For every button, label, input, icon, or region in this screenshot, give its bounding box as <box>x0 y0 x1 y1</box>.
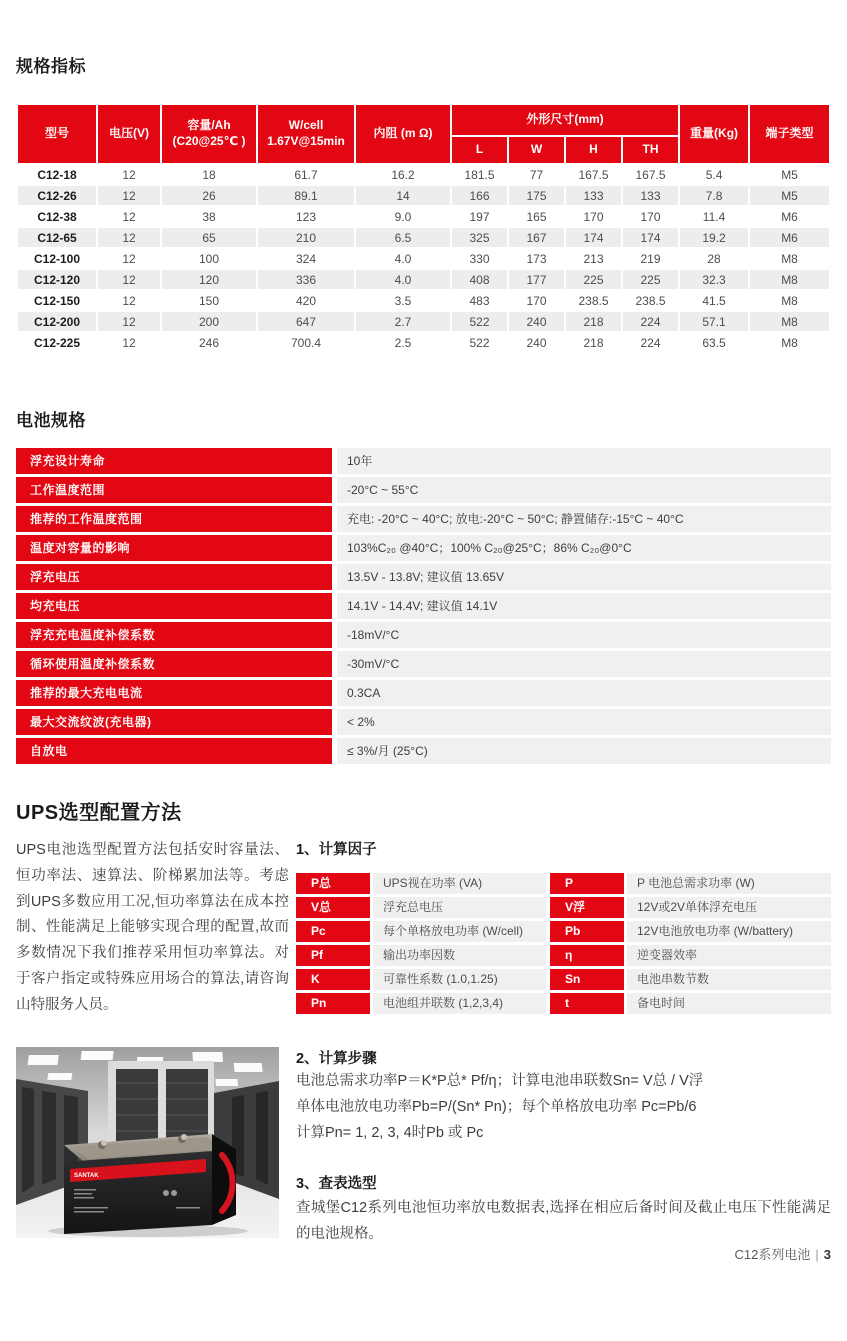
factor-desc: P 电池总需求功率 (W) <box>627 873 831 894</box>
cell-voltage: 12 <box>98 270 160 289</box>
cell-voltage: 12 <box>98 186 160 205</box>
cell-resistance: 2.7 <box>356 312 450 331</box>
cell-capacity: 18 <box>162 165 256 184</box>
spec-label: 浮充电压 <box>16 564 332 590</box>
spec-value: -20°C ~ 55°C <box>337 477 831 503</box>
cell-dim-l: 166 <box>452 186 507 205</box>
cell-dim-h: 133 <box>566 186 621 205</box>
header-capacity-line2: (C20@25℃ ) <box>172 134 246 148</box>
header-model: 型号 <box>18 105 96 163</box>
cell-dim-th: 170 <box>623 207 678 226</box>
factor-desc: 电池串数节数 <box>627 969 831 990</box>
table-row <box>18 186 829 205</box>
cell-terminal: M8 <box>750 312 829 331</box>
cell-dim-h: 174 <box>566 228 621 247</box>
list-item <box>16 506 831 532</box>
cell-wcell: 123 <box>258 207 354 226</box>
cell-weight: 7.8 <box>680 186 748 205</box>
cell-dim-th: 224 <box>623 333 678 352</box>
cell-wcell: 324 <box>258 249 354 268</box>
cell-dim-th: 224 <box>623 312 678 331</box>
cell-dim-l: 408 <box>452 270 507 289</box>
cell-dim-w: 240 <box>509 312 564 331</box>
factor-desc: 每个单格放电功率 (W/cell) <box>373 921 546 942</box>
list-item <box>16 535 831 561</box>
factor-desc: 12V或2V单体浮充电压 <box>627 897 831 918</box>
factors-heading: 1、计算因子 <box>296 842 377 858</box>
cell-terminal: M8 <box>750 291 829 310</box>
cell-voltage: 12 <box>98 165 160 184</box>
header-wcell-line2: 1.67V@15min <box>267 134 345 148</box>
cell-dim-l: 483 <box>452 291 507 310</box>
cell-model: C12-120 <box>18 270 96 289</box>
cell-dim-w: 177 <box>509 270 564 289</box>
cell-model: C12-38 <box>18 207 96 226</box>
spec-section-title: 规格指标 <box>16 57 86 76</box>
cell-weight: 41.5 <box>680 291 748 310</box>
factor-row <box>296 969 546 990</box>
cell-dim-h: 218 <box>566 333 621 352</box>
spec-label: 工作温度范围 <box>16 477 332 503</box>
factor-symbol: Pc <box>296 921 370 942</box>
factor-symbol: V总 <box>296 897 370 918</box>
cell-dim-th: 238.5 <box>623 291 678 310</box>
spec-label: 自放电 <box>16 738 332 764</box>
factor-row <box>550 921 831 942</box>
spec-value: 充电: -20°C ~ 40°C; 放电:-20°C ~ 50°C; 静置储存:-15°C ~ 40°C <box>337 506 831 532</box>
cell-dim-w: 77 <box>509 165 564 184</box>
cell-dim-th: 174 <box>623 228 678 247</box>
spec-table-header <box>18 105 829 163</box>
factor-row <box>296 897 546 918</box>
spec-value: ≤ 3%/月 (25°C) <box>337 738 831 764</box>
cell-dim-h: 218 <box>566 312 621 331</box>
header-dim-th: TH <box>623 137 678 163</box>
cell-dim-h: 170 <box>566 207 621 226</box>
factor-desc: UPS视在功率 (VA) <box>373 873 546 894</box>
cell-dim-th: 167.5 <box>623 165 678 184</box>
battery-illustration <box>48 1134 248 1237</box>
cell-dim-w: 165 <box>509 207 564 226</box>
cell-dim-l: 522 <box>452 312 507 331</box>
cell-resistance: 4.0 <box>356 270 450 289</box>
cell-capacity: 200 <box>162 312 256 331</box>
lookup-heading: 3、查表选型 <box>296 1176 377 1192</box>
cell-weight: 32.3 <box>680 270 748 289</box>
spec-label: 浮充设计寿命 <box>16 448 332 474</box>
cell-weight: 5.4 <box>680 165 748 184</box>
cell-terminal: M6 <box>750 228 829 247</box>
cell-model: C12-26 <box>18 186 96 205</box>
footer-page-number: 3 <box>823 1247 831 1262</box>
factor-desc: 可靠性系数 (1.0,1.25) <box>373 969 546 990</box>
footer-series-label: C12系列电池 <box>734 1247 811 1262</box>
cell-dim-l: 181.5 <box>452 165 507 184</box>
cell-wcell: 210 <box>258 228 354 247</box>
spec-label: 最大交流纹波(充电器) <box>16 709 332 735</box>
cell-resistance: 6.5 <box>356 228 450 247</box>
spec-value: < 2% <box>337 709 831 735</box>
factor-desc: 浮充总电压 <box>373 897 546 918</box>
cell-wcell: 420 <box>258 291 354 310</box>
cell-voltage: 12 <box>98 291 160 310</box>
cell-dim-l: 325 <box>452 228 507 247</box>
cell-dim-w: 175 <box>509 186 564 205</box>
factor-symbol: P总 <box>296 873 370 894</box>
spec-value: 0.3CA <box>337 680 831 706</box>
cell-model: C12-225 <box>18 333 96 352</box>
spec-table <box>16 103 831 354</box>
cell-dim-l: 522 <box>452 333 507 352</box>
spec-label: 循环使用温度补偿系数 <box>16 651 332 677</box>
factor-symbol: P <box>550 873 624 894</box>
list-item <box>16 448 831 474</box>
cell-capacity: 100 <box>162 249 256 268</box>
cell-capacity: 26 <box>162 186 256 205</box>
cell-terminal: M6 <box>750 207 829 226</box>
step-line: 计算Pn= 1, 2, 3, 4时Pb 或 Pc <box>296 1125 484 1141</box>
factor-symbol: K <box>296 969 370 990</box>
header-wcell <box>258 105 354 163</box>
factors-grid <box>296 873 831 1017</box>
cell-resistance: 2.5 <box>356 333 450 352</box>
cell-resistance: 16.2 <box>356 165 450 184</box>
list-item <box>16 564 831 590</box>
cell-capacity: 120 <box>162 270 256 289</box>
factor-row <box>550 993 831 1014</box>
factor-row <box>550 873 831 894</box>
factor-desc: 逆变器效率 <box>627 945 831 966</box>
cell-weight: 28 <box>680 249 748 268</box>
spec-label: 推荐的工作温度范围 <box>16 506 332 532</box>
factor-symbol: Pn <box>296 993 370 1014</box>
cell-dim-l: 330 <box>452 249 507 268</box>
battery-spec-section-title: 电池规格 <box>16 411 86 430</box>
header-terminal: 端子类型 <box>750 105 829 163</box>
factor-desc: 12V电池放电功率 (W/battery) <box>627 921 831 942</box>
spec-value: 10年 <box>337 448 831 474</box>
step-line: 单体电池放电功率Pb=P/(Sn* Pn)；每个单格放电功率 Pc=Pb/6 <box>296 1099 697 1115</box>
list-item <box>16 477 831 503</box>
ups-section-title: UPS选型配置方法 <box>16 802 182 824</box>
factor-symbol: Sn <box>550 969 624 990</box>
cell-wcell: 61.7 <box>258 165 354 184</box>
cell-dim-h: 238.5 <box>566 291 621 310</box>
cell-weight: 11.4 <box>680 207 748 226</box>
spec-value: -18mV/°C <box>337 622 831 648</box>
cell-dim-l: 197 <box>452 207 507 226</box>
cell-weight: 57.1 <box>680 312 748 331</box>
list-item <box>16 738 831 764</box>
header-dimensions: 外形尺寸(mm) <box>452 105 678 135</box>
ups-intro-text: UPS电池选型配置方法包括安时容量法、恒功率法、速算法、阶梯累加法等。考虑到UPS多数应用工况,恒功率算法在成本控制、性能满足上能够实现合理的配置,故而多数情况下我们推荐采用恒功率算法。对于客户指定或特殊应用场合的算法,请咨询山特服务人员。 <box>16 842 289 1013</box>
steps-heading: 2、计算步骤 <box>296 1051 377 1067</box>
cell-voltage: 12 <box>98 312 160 331</box>
cell-voltage: 12 <box>98 249 160 268</box>
cell-capacity: 65 <box>162 228 256 247</box>
factor-desc: 输出功率因数 <box>373 945 546 966</box>
header-dim-h: H <box>566 137 621 163</box>
cell-model: C12-200 <box>18 312 96 331</box>
header-voltage: 电压(V) <box>98 105 160 163</box>
cell-terminal: M8 <box>750 333 829 352</box>
cell-capacity: 246 <box>162 333 256 352</box>
cell-model: C12-65 <box>18 228 96 247</box>
step-line: 电池总需求功率P＝K*P总* Pf/η；计算电池串联数Sn= V总 / V浮 <box>296 1073 704 1089</box>
cell-wcell: 336 <box>258 270 354 289</box>
cell-weight: 19.2 <box>680 228 748 247</box>
factor-row <box>550 897 831 918</box>
factor-desc: 电池组并联数 (1,2,3,4) <box>373 993 546 1014</box>
cell-terminal: M5 <box>750 186 829 205</box>
cell-dim-w: 167 <box>509 228 564 247</box>
cell-terminal: M8 <box>750 249 829 268</box>
list-item <box>16 622 831 648</box>
cell-voltage: 12 <box>98 228 160 247</box>
battery-product-image <box>16 1047 279 1238</box>
factor-symbol: V浮 <box>550 897 624 918</box>
table-row <box>18 270 829 289</box>
cell-resistance: 4.0 <box>356 249 450 268</box>
factor-symbol: Pb <box>550 921 624 942</box>
spec-label: 推荐的最大充电电流 <box>16 680 332 706</box>
table-row <box>18 333 829 352</box>
cell-resistance: 3.5 <box>356 291 450 310</box>
cell-dim-w: 173 <box>509 249 564 268</box>
spec-value: -30mV/°C <box>337 651 831 677</box>
table-row <box>18 249 829 268</box>
factor-row <box>296 921 546 942</box>
header-dim-l: L <box>452 137 507 163</box>
spec-label: 均充电压 <box>16 593 332 619</box>
list-item <box>16 593 831 619</box>
cell-resistance: 14 <box>356 186 450 205</box>
cell-model: C12-150 <box>18 291 96 310</box>
cell-model: C12-100 <box>18 249 96 268</box>
header-resistance: 内阻 (m Ω) <box>356 105 450 163</box>
cell-voltage: 12 <box>98 207 160 226</box>
lookup-block <box>296 1172 831 1247</box>
battery-spec-list <box>16 448 831 767</box>
header-capacity <box>162 105 256 163</box>
brand-label: SANTAK <box>74 1173 99 1179</box>
factor-table-right <box>550 873 831 1017</box>
cell-dim-th: 219 <box>623 249 678 268</box>
cell-terminal: M8 <box>750 270 829 289</box>
spec-label: 浮充充电温度补偿系数 <box>16 622 332 648</box>
cell-wcell: 700.4 <box>258 333 354 352</box>
cell-capacity: 38 <box>162 207 256 226</box>
cell-dim-th: 133 <box>623 186 678 205</box>
steps-lines <box>296 1068 831 1146</box>
cell-dim-th: 225 <box>623 270 678 289</box>
cell-wcell: 89.1 <box>258 186 354 205</box>
cell-dim-h: 225 <box>566 270 621 289</box>
cell-model: C12-18 <box>18 165 96 184</box>
cell-dim-w: 240 <box>509 333 564 352</box>
factor-row <box>296 945 546 966</box>
spec-value: 13.5V - 13.8V; 建议值 13.65V <box>337 564 831 590</box>
cell-resistance: 9.0 <box>356 207 450 226</box>
factor-symbol: η <box>550 945 624 966</box>
factor-table-left <box>296 873 546 1017</box>
cell-capacity: 150 <box>162 291 256 310</box>
cell-terminal: M5 <box>750 165 829 184</box>
spec-table-body <box>18 165 829 352</box>
spec-value: 103%C₂₀ @40°C；100% C₂₀@25°C；86% C₂₀@0°C <box>337 535 831 561</box>
cell-wcell: 647 <box>258 312 354 331</box>
spec-value: 14.1V - 14.4V; 建议值 14.1V <box>337 593 831 619</box>
spec-label: 温度对容量的影响 <box>16 535 332 561</box>
cell-voltage: 12 <box>98 333 160 352</box>
factor-symbol: Pf <box>296 945 370 966</box>
factor-row <box>550 945 831 966</box>
table-row <box>18 291 829 310</box>
ups-method-column <box>296 838 831 1247</box>
factor-row <box>550 969 831 990</box>
table-row <box>18 165 829 184</box>
cell-dim-h: 167.5 <box>566 165 621 184</box>
table-row <box>18 207 829 226</box>
steps-block <box>296 1047 831 1146</box>
factor-symbol: t <box>550 993 624 1014</box>
list-item <box>16 709 831 735</box>
footer-separator: | <box>815 1247 819 1262</box>
cell-dim-h: 213 <box>566 249 621 268</box>
factor-desc: 备电时间 <box>627 993 831 1014</box>
header-capacity-line1: 容量/Ah <box>187 118 231 133</box>
page-footer <box>735 1244 831 1263</box>
table-row <box>18 312 829 331</box>
list-item <box>16 680 831 706</box>
list-item <box>16 651 831 677</box>
cell-dim-w: 170 <box>509 291 564 310</box>
table-row <box>18 228 829 247</box>
factor-row <box>296 993 546 1014</box>
ups-intro-column <box>16 838 289 1019</box>
cell-weight: 63.5 <box>680 333 748 352</box>
lookup-text: 查城堡C12系列电池恒功率放电数据表,选择在相应后备时间及截止电压下性能满足的电池规格。 <box>296 1200 831 1242</box>
factor-row <box>296 873 546 894</box>
header-wcell-line1: W/cell <box>288 118 324 133</box>
header-dim-w: W <box>509 137 564 163</box>
header-weight: 重量(Kg) <box>680 105 748 163</box>
